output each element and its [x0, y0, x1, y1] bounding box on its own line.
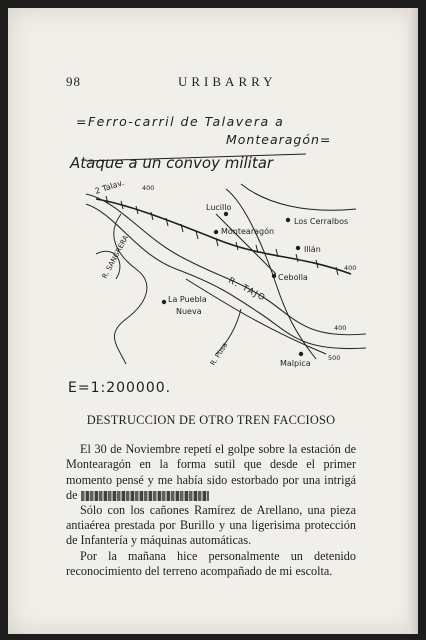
label-talavera: 2 Talav.: [93, 178, 126, 196]
label-rio-tajo: R. TAJO: [226, 275, 268, 304]
paragraph-2: Sólo con los cañones Ramírez de Arellano, una pieza antiaérea prestada por Burillo y una ligerisima protección de Infantería y máquinas automáticas.: [66, 503, 356, 548]
label-cerralbos: Los Cerralbos: [294, 217, 349, 226]
section-title: DESTRUCCION DE OTRO TREN FACCIOSO: [86, 413, 336, 427]
book-page: [8, 8, 418, 634]
censored-mark: [81, 491, 209, 501]
town-marker-montearagon: [214, 230, 218, 234]
town-marker-cerralbos: [286, 218, 290, 222]
label-puebla-1: La Puebla: [168, 295, 207, 304]
label-rio-sangrera: R. SANGRERA: [100, 234, 131, 280]
town-marker-illan: [296, 246, 300, 250]
body-text: [66, 413, 356, 579]
label-elev-400b: 400: [334, 324, 347, 332]
map-subtitle: Ataque a un convoy militar: [70, 154, 274, 172]
town-marker-cebolla: [272, 274, 276, 278]
page-number: 98: [66, 74, 81, 89]
label-montearagon: Montearagón: [221, 227, 275, 236]
town-marker-malpica: [299, 352, 303, 356]
map-scale: E=1:200000.: [68, 380, 172, 396]
label-lucillos: Lucillo: [206, 203, 232, 212]
town-marker-puebla: [162, 300, 166, 304]
paragraph-3: Por la mañana hice personalmente un detenido reconocimiento del terreno acompañado de mi escolta.: [66, 548, 356, 578]
label-elev-500: 500: [328, 354, 341, 362]
running-head: URIBARRY: [178, 74, 277, 89]
hand-drawn-map: [66, 104, 366, 404]
label-elev-400c: 400: [344, 264, 357, 272]
label-illan: Illán: [304, 245, 321, 254]
page-header: [66, 74, 356, 90]
page-edge: [408, 8, 418, 634]
label-elev-400a: 400: [142, 184, 155, 192]
road-cebolla: [216, 214, 276, 274]
town-marker-lucillos: [224, 212, 228, 216]
map-title-line1: =Ferro-carril de Talavera a: [76, 114, 285, 129]
paragraph-1-text: El 30 de Noviembre repetí el golpe sobre la estación de Montearagón en la forma sutil que desde el primer momento pensé y me había sido estorbado por una intrigá de: [66, 442, 356, 502]
river-sangrera: [114, 214, 147, 364]
map-title-line2: Montearagón=: [226, 132, 332, 147]
label-rio-pusa: R. Pusa: [208, 341, 230, 368]
label-cebolla: Cebolla: [278, 273, 308, 282]
road-east: [241, 184, 356, 210]
paragraph-1: [66, 442, 356, 503]
label-puebla-2: Nueva: [176, 307, 202, 316]
label-malpica: Malpica: [280, 359, 311, 368]
